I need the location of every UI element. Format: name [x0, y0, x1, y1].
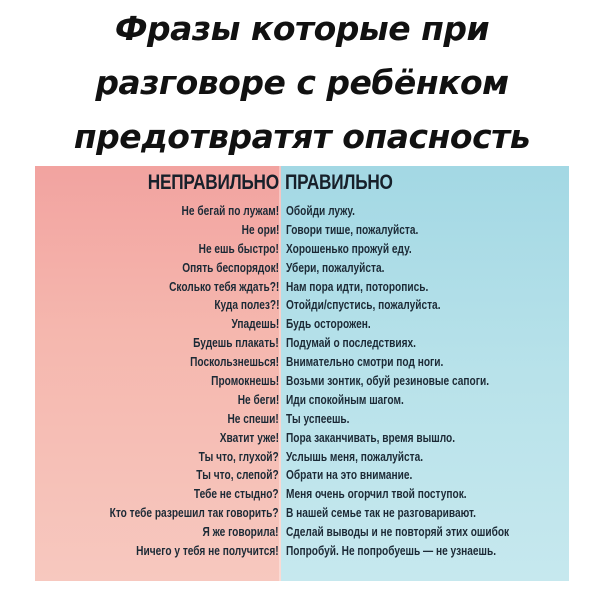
wrong-phrase: Промокнешь! [210, 373, 279, 389]
wrong-phrase: Не бегай по лужам! [181, 203, 279, 218]
table-row [35, 485, 569, 504]
table-row [35, 504, 569, 523]
right-phrase: Возьми зонтик, обуй резиновые сапоги. [286, 373, 490, 389]
right-phrase: Пора заканчивать, время вышло. [286, 429, 456, 445]
table-row [35, 353, 569, 372]
title-line-2: разговоре с ребёнком [95, 63, 509, 102]
wrong-phrase: Не беги! [237, 391, 279, 407]
table-row [35, 202, 569, 221]
table-row [35, 429, 569, 448]
table-row [35, 334, 569, 353]
right-phrase: Нам пора идти, поторопись. [286, 278, 429, 294]
wrong-phrase: Будешь плакать! [193, 335, 279, 351]
wrong-phrase: Не ешь быстро! [198, 240, 279, 256]
right-phrase: Иди спокойным шагом. [286, 391, 404, 407]
wrong-phrase: Ты что, глухой? [198, 448, 279, 464]
title-line-1: Фразы которые при [114, 9, 490, 48]
wrong-phrase: Тебе не стыдно? [194, 486, 279, 502]
title-line-3: предотвратят опасность [73, 117, 531, 156]
wrong-phrase: Опять беспорядок! [182, 259, 279, 275]
table-row [35, 315, 569, 334]
wrong-phrase: Не спеши! [227, 410, 279, 426]
table-row [35, 240, 569, 259]
right-phrase: Будь осторожен. [286, 316, 371, 332]
table-row [35, 448, 569, 467]
right-phrase: Говори тише, пожалуйста. [286, 221, 419, 237]
right-phrase: Услышь меня, пожалуйста. [286, 448, 424, 464]
comparison-table [35, 166, 569, 581]
right-phrase: Попробуй. Не попробуешь — не узнаешь. [286, 543, 497, 559]
right-phrase: Ты успеешь. [286, 410, 350, 426]
right-phrase: Обрати на это внимание. [286, 467, 413, 483]
table-row [35, 278, 569, 297]
table-row [35, 221, 569, 240]
right-phrase: Убери, пожалуйста. [286, 259, 385, 275]
wrong-phrase: Сколько тебя ждать?! [168, 278, 279, 294]
wrong-phrase: Куда полез?! [213, 297, 279, 313]
wrong-phrase: Поскользнешься! [190, 354, 279, 370]
wrong-phrase: Ничего у тебя не получится! [136, 543, 279, 559]
wrong-phrase: Я же говорила! [202, 524, 279, 540]
header-wrong: НЕПРАВИЛЬНО [147, 171, 279, 194]
table-row [35, 542, 569, 561]
page-title [0, 2, 604, 164]
right-phrase: Меня очень огорчил твой поступок. [286, 486, 467, 502]
wrong-phrase: Ты что, слепой? [196, 467, 279, 483]
table-row [35, 259, 569, 278]
table-row [35, 372, 569, 391]
right-phrase: Внимательно смотри под ноги. [286, 354, 444, 370]
right-phrase: В нашей семье так не разговаривают. [286, 505, 476, 521]
wrong-phrase: Кто тебе разрешил так говорить? [110, 505, 279, 521]
right-phrase: Подумай о последствиях. [286, 335, 417, 351]
header-right: ПРАВИЛЬНО [285, 171, 393, 194]
wrong-phrase: Хватит уже! [219, 429, 279, 445]
right-phrase: Сделай выводы и не повторяй этих ошибок [286, 524, 510, 540]
table-row [35, 296, 569, 315]
wrong-phrase: Не ори! [241, 221, 279, 237]
table-rows [35, 202, 569, 561]
table-row [35, 410, 569, 429]
right-phrase: Обойди лужу. [286, 203, 355, 218]
table-row [35, 391, 569, 410]
wrong-phrase: Упадешь! [231, 316, 279, 332]
table-row [35, 523, 569, 542]
right-phrase: Хорошенько прожуй еду. [286, 240, 412, 256]
right-phrase: Отойди/спустись, пожалуйста. [286, 297, 441, 313]
table-row [35, 466, 569, 485]
